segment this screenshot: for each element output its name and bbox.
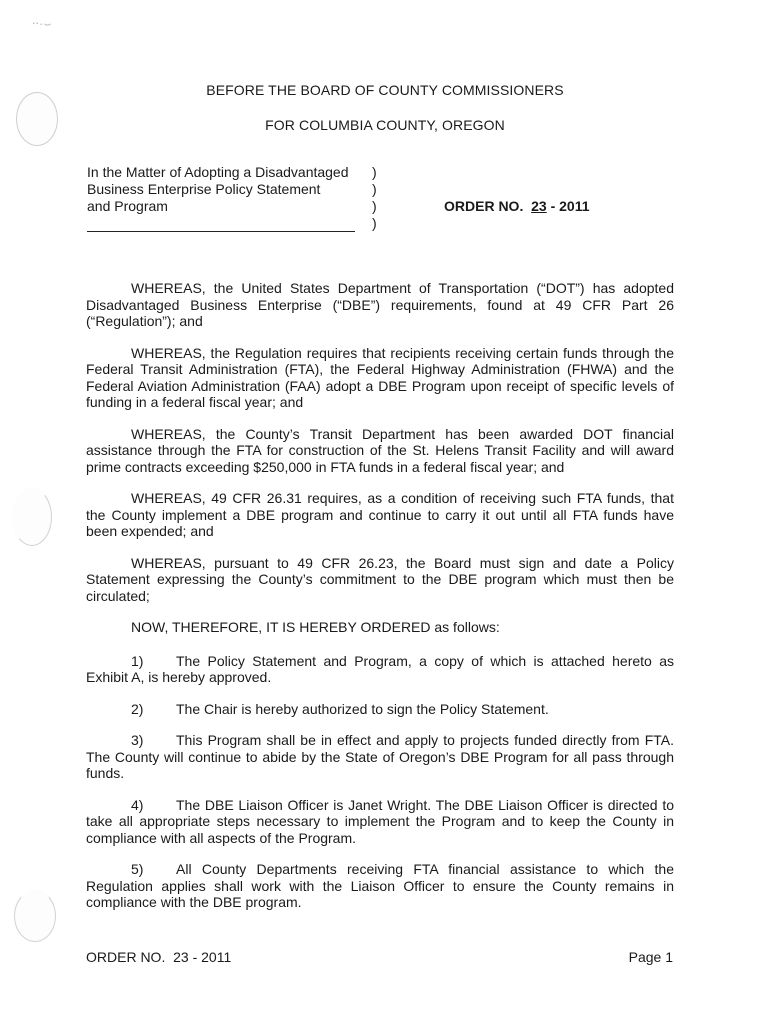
order-item [86, 861, 674, 911]
punch-hole-middle [12, 488, 52, 546]
caption-underline [87, 231, 355, 232]
item-number: 4) [131, 796, 144, 813]
item-text: This Program shall be in effect and apply to projects funded directly from FTA. The County will continue to abide by the State of Oregon’s DBE Program for all pass through funds. [86, 732, 674, 781]
item-number: 2) [131, 700, 144, 717]
caption-parens [372, 164, 377, 232]
order-year: - 2011 [550, 198, 590, 214]
paren: ) [372, 198, 377, 214]
item-text: The Policy Statement and Program, a copy of which is attached hereto as Exhibit A, is hereby approved. [86, 652, 674, 685]
order-number-value: 23 [531, 198, 547, 214]
item-text: The DBE Liaison Officer is Janet Wright. The DBE Liaison Officer is directed to take all appropriate steps necessary to implement the Program and to keep the County in compliance with all aspects of the Program. [86, 796, 674, 846]
ordered-clause: NOW, THEREFORE, IT IS HEREBY ORDERED as follows: [131, 619, 500, 635]
matter-caption [87, 164, 367, 215]
whereas-clause: WHEREAS, pursuant to 49 CFR 26.23, the Board must sign and date a Policy Statement expressing the County’s commitment to the DBE program which must then be circulated; [86, 554, 674, 604]
footer-order-number: ORDER NO. 23 - 2011 [86, 949, 232, 965]
caption-line: In the Matter of Adopting a Disadvantaged [87, 164, 349, 180]
county-heading: FOR COLUMBIA COUNTY, OREGON [265, 117, 505, 133]
order-number [444, 198, 590, 214]
whereas-clause: WHEREAS, the United States Department of Transportation (“DOT”) has adopted Disadvantaged Business Enterprise (“DBE”) requirements, found at 49 CFR Part 26 (“Regulation”); and [86, 280, 674, 329]
order-item [86, 701, 674, 718]
paren: ) [372, 164, 377, 180]
whereas-clause: WHEREAS, the County’s Transit Department has been awarded DOT financial assistance through the FTA for construction of the St. Helens Transit Facility and will award prime contracts exceeding $250,000 in FTA funds in a federal fiscal year; and [86, 425, 674, 475]
item-text: The Chair is hereby authorized to sign the Policy Statement. [176, 700, 549, 717]
whereas-clause: WHEREAS, 49 CFR 26.31 requires, as a condition of receiving such FTA funds, that the County implement a DBE program and continue to carry it out until all FTA funds have been expended; and [86, 490, 674, 539]
order-item [86, 797, 674, 847]
order-body [86, 280, 674, 926]
handwritten-mark: ⸱⸱·⌣ [32, 16, 52, 31]
whereas-clause: WHEREAS, the Regulation requires that recipients receiving certain funds through the Federal Transit Administration (FTA), the Federal Highway Administration (FHWA) and the Federal Aviation Administration (FAA) adopt a DBE Program upon receipt of specific levels of funding in a federal fiscal year; and [86, 344, 674, 410]
item-number: 3) [131, 732, 144, 748]
page-number: Page 1 [628, 949, 673, 965]
order-item [86, 732, 674, 782]
paren: ) [372, 215, 377, 231]
board-heading: BEFORE THE BOARD OF COUNTY COMMISSIONERS [206, 82, 564, 98]
order-label: ORDER NO. [444, 198, 524, 214]
item-number: 5) [131, 861, 144, 877]
punch-hole-bottom [14, 890, 56, 942]
item-text: All County Departments receiving FTA financial assistance to which the Regulation applies shall work with the Liaison Officer to ensure the County remains in compliance with the DBE program. [86, 861, 674, 910]
caption-line: and Program [87, 198, 168, 214]
paren: ) [372, 181, 377, 197]
caption-line: Business Enterprise Policy Statement [87, 181, 321, 197]
order-item [86, 653, 674, 686]
item-number: 1) [131, 652, 144, 669]
